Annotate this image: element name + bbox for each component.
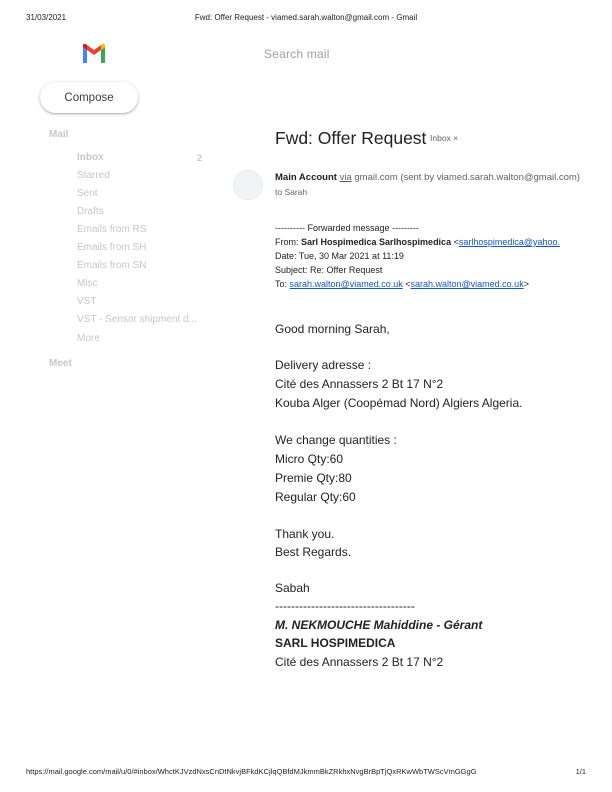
print-url: https://mail.google.com/mail/u/0/#inbox/WhctKJVzdNxsCnDtNkvjBFkdKCjlqQBfdMJkmmBkZRkhxNvgBrBpTjQxRKwWbTWScVmGGgG (26, 767, 477, 776)
signature-divider: ----------------------------------- (275, 599, 415, 613)
sender-name[interactable]: Main Account (275, 172, 337, 183)
body-sender-name: Sabah (275, 581, 310, 595)
sidebar-item-inbox[interactable]: Inbox (77, 152, 104, 163)
body-qty-premie: Premie Qty:80 (275, 471, 352, 485)
body-address-2: Kouba Alger (Coopémad Nord) Algiers Algeria. (275, 396, 523, 410)
body-thanks: Thank you. (275, 527, 335, 541)
sender-line (275, 172, 580, 183)
via-domain: gmail.com (354, 172, 398, 183)
from-email-link[interactable]: sarlhospimedica@yahoo. (458, 237, 561, 247)
inbox-label-chip[interactable]: Inbox × (430, 133, 459, 143)
body-address-1: Cité des Annassers 2 Bt 17 N°2 (275, 377, 444, 391)
body-regards: Best Regards. (275, 545, 352, 559)
recipient-line[interactable]: to Sarah (275, 187, 308, 197)
gmail-logo-icon[interactable] (81, 42, 107, 64)
sidebar-item-sent[interactable]: Sent (77, 188, 98, 199)
sidebar-item-vst-sensor-shipment[interactable]: VST - Sensor shipment d... (77, 314, 197, 325)
signature-person: M. NEKMOUCHE Mahiddine - Gérant (275, 618, 483, 632)
to-email-link-1[interactable]: sarah.walton@viamed.co.uk (289, 279, 403, 289)
print-page-number: 1/1 (575, 767, 586, 776)
sidebar-item-starred[interactable]: Starred (77, 170, 110, 181)
body-greeting: Good morning Sarah, (275, 322, 390, 336)
sidebar-mail-heading: Mail (49, 129, 69, 140)
body-change-label: We change quantities : (275, 433, 397, 447)
from-label: From: (275, 237, 299, 247)
print-date: 31/03/2021 (26, 13, 67, 22)
sidebar-item-vst[interactable]: VST (77, 296, 97, 307)
sidebar-item-misc[interactable]: Misc (77, 278, 98, 289)
forwarded-from: From: Sarl Hospimedica Sarlhospimedica <sarlhospimedica@yahoo. (275, 237, 561, 247)
body-qty-micro: Micro Qty:60 (275, 452, 344, 466)
sent-by: (sent by viamed.sarah.walton@gmail.com) (400, 172, 580, 183)
to-label: To: (275, 279, 288, 289)
forwarded-divider: ---------- Forwarded message --------- (275, 223, 419, 233)
to-email-link-2[interactable]: sarah.walton@viamed.co.uk (410, 279, 524, 289)
forwarded-subject: Subject: Re: Offer Request (275, 265, 383, 275)
avatar (233, 170, 263, 200)
forwarded-to: To: sarah.walton@viamed.co.uk <sarah.walton@viamed.co.uk> (275, 279, 529, 289)
print-title: Fwd: Offer Request - viamed.sarah.walton@gmail.com - Gmail (194, 13, 418, 22)
body-delivery-label: Delivery adresse : (275, 358, 372, 372)
compose-button[interactable]: Compose (40, 82, 138, 113)
sidebar-item-more[interactable]: More (77, 333, 100, 344)
from-name: Sarl Hospimedica Sarlhospimedica (301, 237, 452, 247)
forwarded-date: Date: Tue, 30 Mar 2021 at 11:19 (275, 251, 404, 261)
signature-company: SARL HOSPIMEDICA (275, 636, 396, 650)
sidebar-item-emails-from-rs[interactable]: Emails from RS (77, 224, 147, 235)
sidebar-item-emails-from-sn[interactable]: Emails from SN (77, 260, 147, 271)
sidebar-meet-heading: Meet (49, 358, 72, 369)
signature-address: Cité des Annassers 2 Bt 17 N°2 (275, 655, 444, 669)
thread-subject: Fwd: Offer Request (275, 128, 427, 148)
inbox-count-badge: 2 (197, 153, 203, 163)
sidebar-item-emails-from-sh[interactable]: Emails from SH (77, 242, 147, 253)
body-qty-regular: Regular Qty:60 (275, 490, 356, 504)
via-link[interactable]: via (339, 172, 352, 183)
sidebar-item-drafts[interactable]: Drafts (77, 206, 104, 217)
search-input[interactable]: Search mail (264, 47, 330, 61)
